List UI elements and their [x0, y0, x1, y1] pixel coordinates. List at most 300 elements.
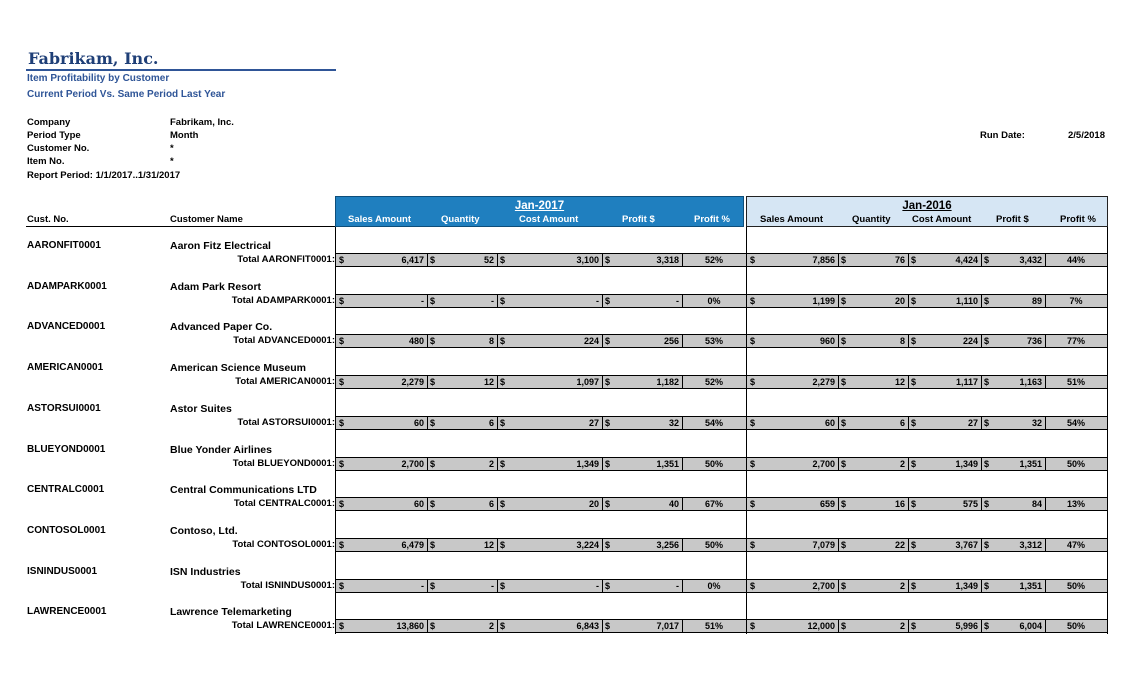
total-cell-sales: [336, 417, 427, 429]
total-cell-pct: [1045, 458, 1107, 470]
total-cell-sales: [747, 539, 838, 551]
total-value-cost: -: [596, 296, 599, 306]
customer-id: CONTOSOL0001: [27, 525, 106, 536]
filter-value-period-type: Month: [170, 130, 199, 141]
dollar-sign: $: [984, 581, 990, 591]
total-cell-qty: [838, 620, 908, 632]
total-row-previous: [747, 334, 1107, 348]
total-value-sales: 6,417: [401, 255, 424, 265]
customer-total-label: Total AARONFIT0001:: [237, 254, 335, 265]
filter-value-company: Fabrikam, Inc.: [170, 117, 234, 128]
total-cell-cost: [908, 539, 981, 551]
total-cell-cost: [497, 458, 602, 470]
run-date-value: 2/5/2018: [1068, 130, 1105, 141]
total-cell-pct: [682, 254, 746, 266]
cell-separator: [908, 580, 909, 592]
total-value-profit: -: [676, 296, 679, 306]
cell-separator: [1045, 458, 1046, 470]
total-cell-sales: [336, 254, 427, 266]
total-value-cost: 1,110: [955, 296, 978, 306]
total-cell-profit: [981, 376, 1045, 388]
dollar-sign: $: [605, 459, 611, 469]
total-cell-profit: [602, 295, 682, 307]
total-cell-pct: [1045, 620, 1107, 632]
cell-separator: [1045, 254, 1046, 266]
total-cell-pct: [682, 580, 746, 592]
customer-id: AARONFIT0001: [27, 240, 101, 251]
total-value-qty: 52: [483, 255, 494, 265]
total-value-qty: 12: [894, 377, 905, 387]
cell-separator: [981, 335, 982, 347]
cell-separator: [981, 254, 982, 266]
dollar-sign: $: [750, 296, 756, 306]
total-row-previous: [747, 253, 1107, 267]
cell-separator: [981, 376, 982, 388]
total-cell-sales: [747, 580, 838, 592]
total-value-qty: 12: [483, 540, 494, 550]
cell-separator: [1045, 417, 1046, 429]
period-title-current: Jan-2017: [514, 200, 565, 212]
customer-total-label: Total ADVANCED0001:: [233, 335, 335, 346]
total-value-profit: 1,351: [656, 459, 679, 469]
customer-total-label: Total BLUEYOND0001:: [232, 458, 335, 469]
dollar-sign: $: [605, 540, 611, 550]
cell-separator: [427, 417, 428, 429]
dollar-sign: $: [750, 255, 756, 265]
dollar-sign: $: [984, 255, 990, 265]
total-cell-qty: [838, 539, 908, 551]
total-row-previous: [747, 619, 1107, 633]
total-cell-cost: [497, 620, 602, 632]
dollar-sign: $: [911, 336, 917, 346]
total-value-qty: 2: [899, 621, 905, 631]
total-cell-qty: [838, 335, 908, 347]
cell-separator: [908, 376, 909, 388]
dollar-sign: $: [430, 418, 436, 428]
customer-name: Advanced Paper Co.: [170, 321, 273, 333]
customer-name: Aaron Fitz Electrical: [170, 240, 271, 252]
customer-id: AMERICAN0001: [27, 362, 104, 373]
dollar-sign: $: [605, 296, 611, 306]
total-cell-sales: [336, 335, 427, 347]
total-cell-cost: [497, 295, 602, 307]
total-cell-pct: [1045, 295, 1107, 307]
total-value-qty: 22: [894, 540, 905, 550]
cell-separator: [981, 295, 982, 307]
customer-name: Lawrence Telemarketing: [170, 606, 292, 618]
total-cell-profit: [602, 539, 682, 551]
total-cell-pct: [1045, 498, 1107, 510]
period-header-previous: [746, 196, 1108, 227]
cell-separator: [908, 295, 909, 307]
total-row-current: [336, 253, 746, 267]
cell-separator: [981, 498, 982, 510]
total-row-current: [336, 294, 746, 308]
total-value-sales: 60: [413, 418, 424, 428]
period-divider: [746, 227, 747, 634]
cell-separator: [1045, 335, 1046, 347]
total-cell-cost: [497, 498, 602, 510]
dollar-sign: $: [605, 336, 611, 346]
dollar-sign: $: [339, 255, 345, 265]
total-value-pct: 0%: [707, 581, 721, 591]
cell-separator: [908, 335, 909, 347]
total-value-profit: 1,182: [656, 377, 679, 387]
total-cell-cost: [908, 458, 981, 470]
dollar-sign: $: [841, 540, 847, 550]
dollar-sign: $: [430, 255, 436, 265]
total-cell-qty: [427, 539, 497, 551]
col-header-sales-amount: Sales Amount: [348, 214, 411, 225]
cell-separator: [908, 498, 909, 510]
cell-separator: [682, 376, 683, 388]
customer-id: CENTRALC0001: [27, 484, 105, 495]
cell-separator: [602, 458, 603, 470]
total-cell-pct: [1045, 539, 1107, 551]
total-value-cost: 3,224: [576, 540, 599, 550]
total-value-pct: 47%: [1066, 540, 1085, 550]
customer-name: Central Communications LTD: [170, 484, 317, 496]
customer-id: LAWRENCE0001: [27, 606, 107, 617]
total-value-sales: 2,700: [401, 459, 424, 469]
cell-separator: [602, 620, 603, 632]
total-cell-profit: [981, 295, 1045, 307]
dollar-sign: $: [339, 499, 345, 509]
dollar-sign: $: [841, 621, 847, 631]
col-header-sales-amount-prev: Sales Amount: [760, 214, 823, 225]
dollar-sign: $: [750, 336, 756, 346]
total-cell-profit: [981, 498, 1045, 510]
dollar-sign: $: [500, 459, 506, 469]
total-value-profit: 736: [1026, 336, 1042, 346]
customer-name: Blue Yonder Airlines: [170, 444, 272, 456]
total-cell-qty: [838, 458, 908, 470]
total-value-pct: 54%: [1066, 418, 1085, 428]
total-value-sales: 2,700: [812, 581, 835, 591]
dollar-sign: $: [500, 255, 506, 265]
previous-period-right-border: [1107, 227, 1108, 634]
customer-total-label: Total AMERICAN0001:: [235, 376, 335, 387]
total-row-previous: [747, 579, 1107, 593]
total-cell-profit: [602, 417, 682, 429]
total-value-profit: 1,163: [1019, 377, 1042, 387]
cell-separator: [497, 417, 498, 429]
total-row-current: [336, 538, 746, 552]
cell-separator: [427, 295, 428, 307]
total-value-profit: 1,351: [1019, 459, 1042, 469]
total-value-profit: 3,318: [656, 255, 679, 265]
cell-separator: [427, 376, 428, 388]
total-value-qty: -: [491, 581, 494, 591]
dollar-sign: $: [841, 377, 847, 387]
col-header-cost-amount: Cost Amount: [519, 214, 579, 225]
cell-separator: [682, 539, 683, 551]
total-value-profit: 40: [668, 499, 679, 509]
total-cell-profit: [602, 498, 682, 510]
total-value-sales: 13,860: [396, 621, 424, 631]
cell-separator: [1045, 620, 1046, 632]
total-cell-sales: [336, 620, 427, 632]
total-cell-qty: [427, 580, 497, 592]
dollar-sign: $: [841, 418, 847, 428]
report-period: Report Period: 1/1/2017..1/31/2017: [27, 170, 181, 181]
cell-separator: [1045, 580, 1046, 592]
dollar-sign: $: [500, 418, 506, 428]
total-value-cost: 27: [588, 418, 599, 428]
dollar-sign: $: [911, 499, 917, 509]
dollar-sign: $: [984, 418, 990, 428]
total-cell-profit: [981, 335, 1045, 347]
total-value-sales: 2,279: [812, 377, 835, 387]
title-underline: [26, 69, 336, 71]
report-subtitle: Item Profitability by Customer: [27, 73, 170, 84]
total-row-previous: [747, 416, 1107, 430]
total-value-sales: 960: [819, 336, 835, 346]
total-cell-pct: [682, 335, 746, 347]
dollar-sign: $: [984, 459, 990, 469]
cell-separator: [981, 539, 982, 551]
cell-separator: [427, 498, 428, 510]
cell-separator: [908, 539, 909, 551]
total-value-sales: 7,079: [812, 540, 835, 550]
total-value-profit: 1,351: [1019, 581, 1042, 591]
dollar-sign: $: [605, 621, 611, 631]
total-value-qty: 12: [483, 377, 494, 387]
cell-separator: [981, 620, 982, 632]
dollar-sign: $: [841, 336, 847, 346]
cell-separator: [497, 376, 498, 388]
total-cell-sales: [747, 254, 838, 266]
cell-separator: [602, 580, 603, 592]
dollar-sign: $: [500, 377, 506, 387]
total-cell-qty: [838, 417, 908, 429]
total-value-pct: 67%: [704, 499, 723, 509]
col-header-profit-pct-prev: Profit %: [1060, 214, 1096, 225]
cell-separator: [981, 580, 982, 592]
report-comparison-subtitle: Current Period Vs. Same Period Last Year: [27, 89, 226, 100]
total-cell-profit: [602, 458, 682, 470]
total-cell-sales: [747, 458, 838, 470]
total-value-sales: 60: [413, 499, 424, 509]
cell-separator: [602, 376, 603, 388]
total-value-pct: 7%: [1069, 296, 1083, 306]
cell-separator: [838, 295, 839, 307]
total-value-pct: 53%: [704, 336, 723, 346]
total-value-pct: 13%: [1066, 499, 1085, 509]
filter-value-customer-no: *: [170, 143, 174, 154]
total-cell-profit: [602, 254, 682, 266]
dollar-sign: $: [339, 621, 345, 631]
total-cell-profit: [602, 580, 682, 592]
cell-separator: [981, 417, 982, 429]
total-cell-qty: [838, 580, 908, 592]
total-value-cost: 224: [962, 336, 978, 346]
total-cell-profit: [981, 458, 1045, 470]
total-cell-sales: [747, 417, 838, 429]
total-row-current: [336, 457, 746, 471]
customer-name: ISN Industries: [170, 566, 241, 578]
total-value-profit: 3,432: [1019, 255, 1042, 265]
dollar-sign: $: [339, 377, 345, 387]
total-value-cost: 3,100: [576, 255, 599, 265]
total-cell-pct: [1045, 376, 1107, 388]
cell-separator: [602, 498, 603, 510]
total-cell-cost: [908, 498, 981, 510]
cell-separator: [427, 254, 428, 266]
total-value-pct: 44%: [1066, 255, 1085, 265]
total-cell-profit: [602, 335, 682, 347]
col-header-profit-pct: Profit %: [694, 214, 730, 225]
total-cell-sales: [336, 498, 427, 510]
total-cell-sales: [747, 295, 838, 307]
dollar-sign: $: [605, 255, 611, 265]
filter-label-customer-no: Customer No.: [27, 143, 90, 154]
total-cell-profit: [981, 417, 1045, 429]
cell-separator: [602, 539, 603, 551]
total-value-cost: 1,349: [955, 459, 978, 469]
total-value-sales: -: [421, 581, 424, 591]
col-header-profit-dollar: Profit $: [622, 214, 655, 225]
period-header-current: [335, 196, 744, 227]
total-cell-sales: [336, 539, 427, 551]
dollar-sign: $: [339, 581, 345, 591]
cell-separator: [497, 580, 498, 592]
total-cell-profit: [981, 580, 1045, 592]
total-row-current: [336, 375, 746, 389]
total-row-previous: [747, 457, 1107, 471]
current-period-left-border: [335, 227, 336, 634]
cell-separator: [682, 458, 683, 470]
dollar-sign: $: [500, 540, 506, 550]
total-value-pct: 77%: [1066, 336, 1085, 346]
total-cell-profit: [602, 620, 682, 632]
total-cell-cost: [497, 539, 602, 551]
cell-separator: [838, 620, 839, 632]
total-cell-qty: [838, 254, 908, 266]
dollar-sign: $: [984, 296, 990, 306]
total-cell-cost: [497, 335, 602, 347]
customer-name: Contoso, Ltd.: [170, 525, 238, 537]
dollar-sign: $: [339, 336, 345, 346]
total-cell-sales: [336, 580, 427, 592]
dollar-sign: $: [911, 255, 917, 265]
cell-separator: [427, 335, 428, 347]
total-value-sales: 7,856: [812, 255, 835, 265]
total-value-qty: 2: [899, 581, 905, 591]
total-value-profit: 7,017: [656, 621, 679, 631]
total-cell-cost: [908, 335, 981, 347]
customer-total-label: Total CENTRALC0001:: [233, 498, 335, 509]
dollar-sign: $: [911, 621, 917, 631]
total-value-pct: 50%: [1066, 581, 1085, 591]
total-value-qty: 8: [488, 336, 494, 346]
total-cell-pct: [682, 295, 746, 307]
total-value-cost: 6,843: [576, 621, 599, 631]
dollar-sign: $: [750, 581, 756, 591]
customer-id: BLUEYOND0001: [27, 444, 106, 455]
dollar-sign: $: [984, 336, 990, 346]
total-cell-pct: [682, 539, 746, 551]
total-value-profit: 6,004: [1019, 621, 1042, 631]
dollar-sign: $: [750, 621, 756, 631]
cell-separator: [1045, 498, 1046, 510]
total-row-current: [336, 416, 746, 430]
total-cell-pct: [1045, 580, 1107, 592]
cell-separator: [838, 458, 839, 470]
dollar-sign: $: [984, 540, 990, 550]
dollar-sign: $: [430, 296, 436, 306]
total-value-profit: 32: [1031, 418, 1042, 428]
total-cell-sales: [747, 620, 838, 632]
dollar-sign: $: [430, 459, 436, 469]
total-value-cost: 27: [967, 418, 978, 428]
dollar-sign: $: [339, 540, 345, 550]
customer-total-label: Total ASTORSUI0001:: [237, 417, 335, 428]
col-header-cost-amount-prev: Cost Amount: [912, 214, 972, 225]
total-value-profit: 84: [1031, 499, 1042, 509]
filter-label-item-no: Item No.: [27, 156, 65, 167]
dollar-sign: $: [605, 581, 611, 591]
col-header-quantity-prev: Quantity: [852, 214, 891, 225]
total-cell-qty: [427, 376, 497, 388]
dollar-sign: $: [430, 336, 436, 346]
total-cell-qty: [838, 295, 908, 307]
filter-value-item-no: *: [170, 156, 174, 167]
cell-separator: [838, 417, 839, 429]
dollar-sign: $: [500, 296, 506, 306]
dollar-sign: $: [911, 296, 917, 306]
cell-separator: [682, 254, 683, 266]
total-value-cost: 5,996: [955, 621, 978, 631]
cell-separator: [682, 620, 683, 632]
total-value-sales: 60: [824, 418, 835, 428]
total-value-qty: -: [491, 296, 494, 306]
dollar-sign: $: [339, 418, 345, 428]
total-value-pct: 52%: [704, 377, 723, 387]
total-cell-cost: [908, 417, 981, 429]
total-cell-sales: [747, 498, 838, 510]
total-value-cost: 224: [583, 336, 599, 346]
total-value-pct: 51%: [1066, 377, 1085, 387]
cell-separator: [427, 539, 428, 551]
cell-separator: [682, 580, 683, 592]
dollar-sign: $: [841, 499, 847, 509]
total-value-qty: 2: [488, 459, 494, 469]
total-row-current: [336, 497, 746, 511]
cell-separator: [838, 376, 839, 388]
dollar-sign: $: [500, 336, 506, 346]
total-cell-pct: [682, 620, 746, 632]
total-value-cost: 4,424: [955, 255, 978, 265]
total-value-cost: 1,349: [955, 581, 978, 591]
cell-separator: [682, 417, 683, 429]
total-value-cost: 20: [588, 499, 599, 509]
col-header-profit-dollar-prev: Profit $: [996, 214, 1029, 225]
total-cell-sales: [336, 458, 427, 470]
total-cell-cost: [908, 295, 981, 307]
total-value-cost: 1,349: [576, 459, 599, 469]
cell-separator: [427, 580, 428, 592]
total-value-qty: 76: [894, 255, 905, 265]
cell-separator: [908, 458, 909, 470]
col-header-customer-name: Customer Name: [170, 214, 243, 225]
customer-name: Adam Park Resort: [170, 281, 262, 293]
dollar-sign: $: [430, 499, 436, 509]
customer-name: Astor Suites: [170, 403, 232, 415]
total-value-profit: 256: [663, 336, 679, 346]
dollar-sign: $: [984, 499, 990, 509]
total-value-qty: 8: [899, 336, 905, 346]
